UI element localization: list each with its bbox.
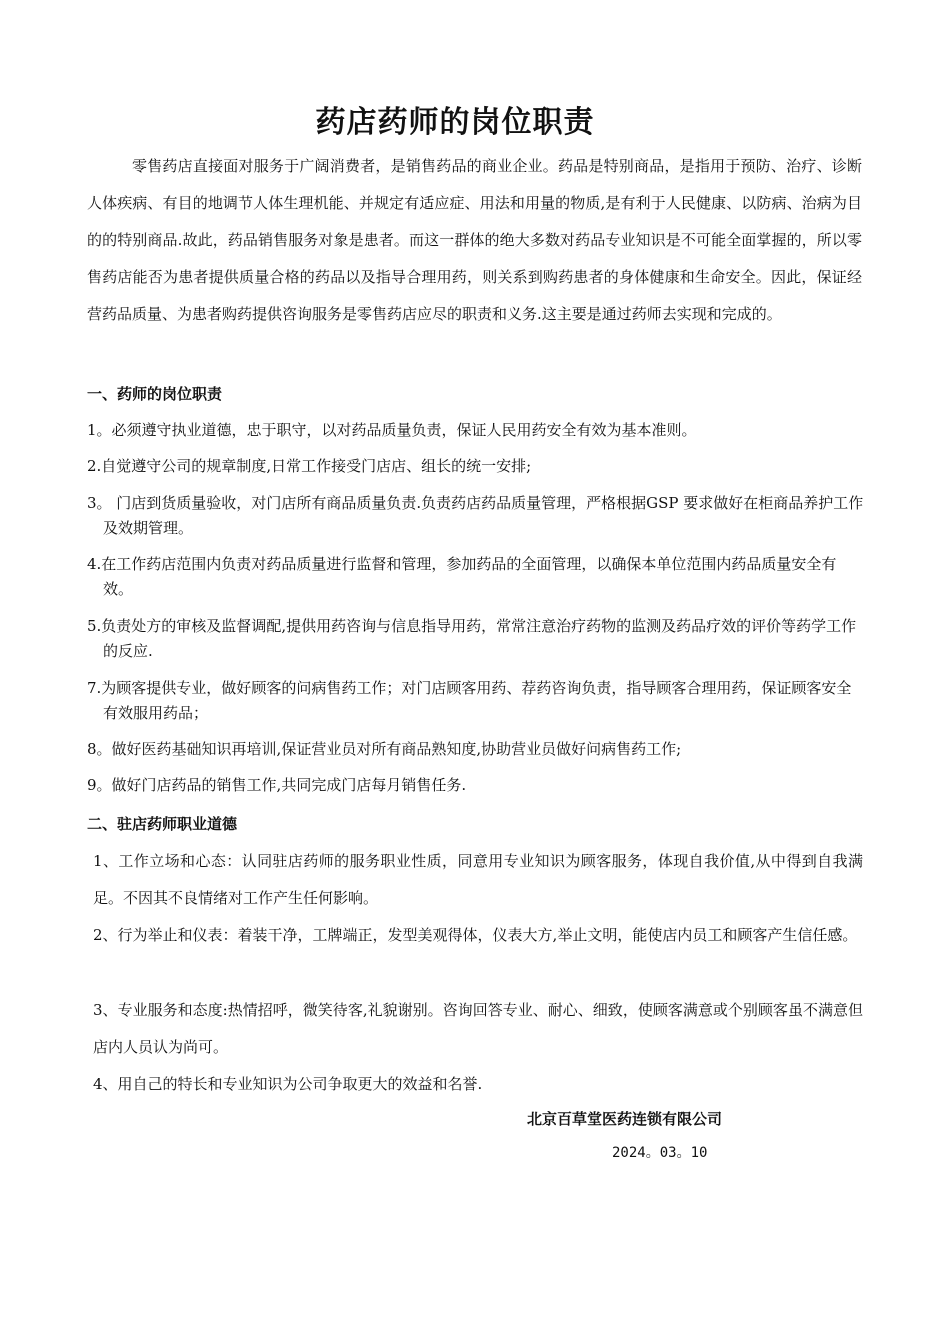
section-heading-duties: 一、药师的岗位职责: [87, 385, 223, 403]
intro-paragraph: 零售药店直接面对服务于广阔消费者，是销售药品的商业企业。药品是特别商品，是指用于预防、治疗、诊断人体疾病、有目的地调节人体生理机能、并规定有适应症、用法和用量的物质,是有利于人民健康、以防病、治病为目的的特别商品.故此，药品销售服务对象是患者。而这一群体的绝大多数对药品专业知识是不可能全面掌握的，所以零售药店能否为患者提供质量合格的药品以及指导合理用药，则关系到购药患者的身体健康和生命安全。因此，保证经营药品质量、为患者购药提供咨询服务是零售药店应尽的职责和义务.这主要是通过药师去实现和完成的。: [87, 157, 862, 323]
list-item: 5.负责处方的审核及监督调配,提供用药咨询与信息指导用药，常常注意治疗药物的监测及药品疗效的评价等药学工作的反应.: [87, 617, 857, 660]
list-item: 7.为顾客提供专业，做好顾客的问病售药工作；对门店顾客用药、荐药咨询负责，指导顾客合理用药，保证顾客安全有效服用药品；: [87, 679, 852, 722]
list-item: 8。做好医药基础知识再培训,保证营业员对所有商品熟知度,协助营业员做好问病售药工作;: [87, 740, 682, 758]
list-item: 3、专业服务和态度:热情招呼，微笑待客,礼貌谢别。咨询回答专业、耐心、细致，使顾客满意或个别顾客虽不满意但店内人员认为尚可。: [93, 1001, 863, 1056]
document-date: 2024。03。10: [612, 1145, 708, 1161]
list-item: 9。做好门店药品的销售工作,共同完成门店每月销售任务.: [87, 776, 467, 794]
section-heading-ethics: 二、驻店药师职业道德: [87, 815, 238, 833]
list-item: 4、用自己的特长和专业知识为公司争取更大的效益和名誉.: [93, 1075, 483, 1093]
page-title: 药店药师的岗位职责: [315, 105, 595, 140]
list-item: 3。 门店到货质量验收，对门店所有商品质量负责.负责药店药品质量管理，严格根据GSP 要求做好在柜商品养护工作及效期管理。: [87, 494, 864, 537]
list-item: 2.自觉遵守公司的规章制度,日常工作接受门店店、组长的统一安排;: [87, 457, 532, 475]
list-item: 2、行为举止和仪表：着装干净，工牌端正，发型美观得体，仪表大方,举止文明，能使店内员工和顾客产生信任感。: [93, 926, 858, 944]
list-item: 1、工作立场和心态：认同驻店药师的服务职业性质，同意用专业知识为顾客服务，体现自我价值,从中得到自我满足。不因其不良情绪对工作产生任何影响。: [93, 852, 863, 907]
list-item: 4.在工作药店范围内负责对药品质量进行监督和管理，参加药品的全面管理，以确保本单位范围内药品质量安全有效。: [87, 555, 837, 598]
company-name: 北京百草堂医药连锁有限公司: [527, 1110, 723, 1128]
list-item: 1。必须遵守执业道德，忠于职守，以对药品质量负责，保证人民用药安全有效为基本准则。: [87, 421, 697, 439]
